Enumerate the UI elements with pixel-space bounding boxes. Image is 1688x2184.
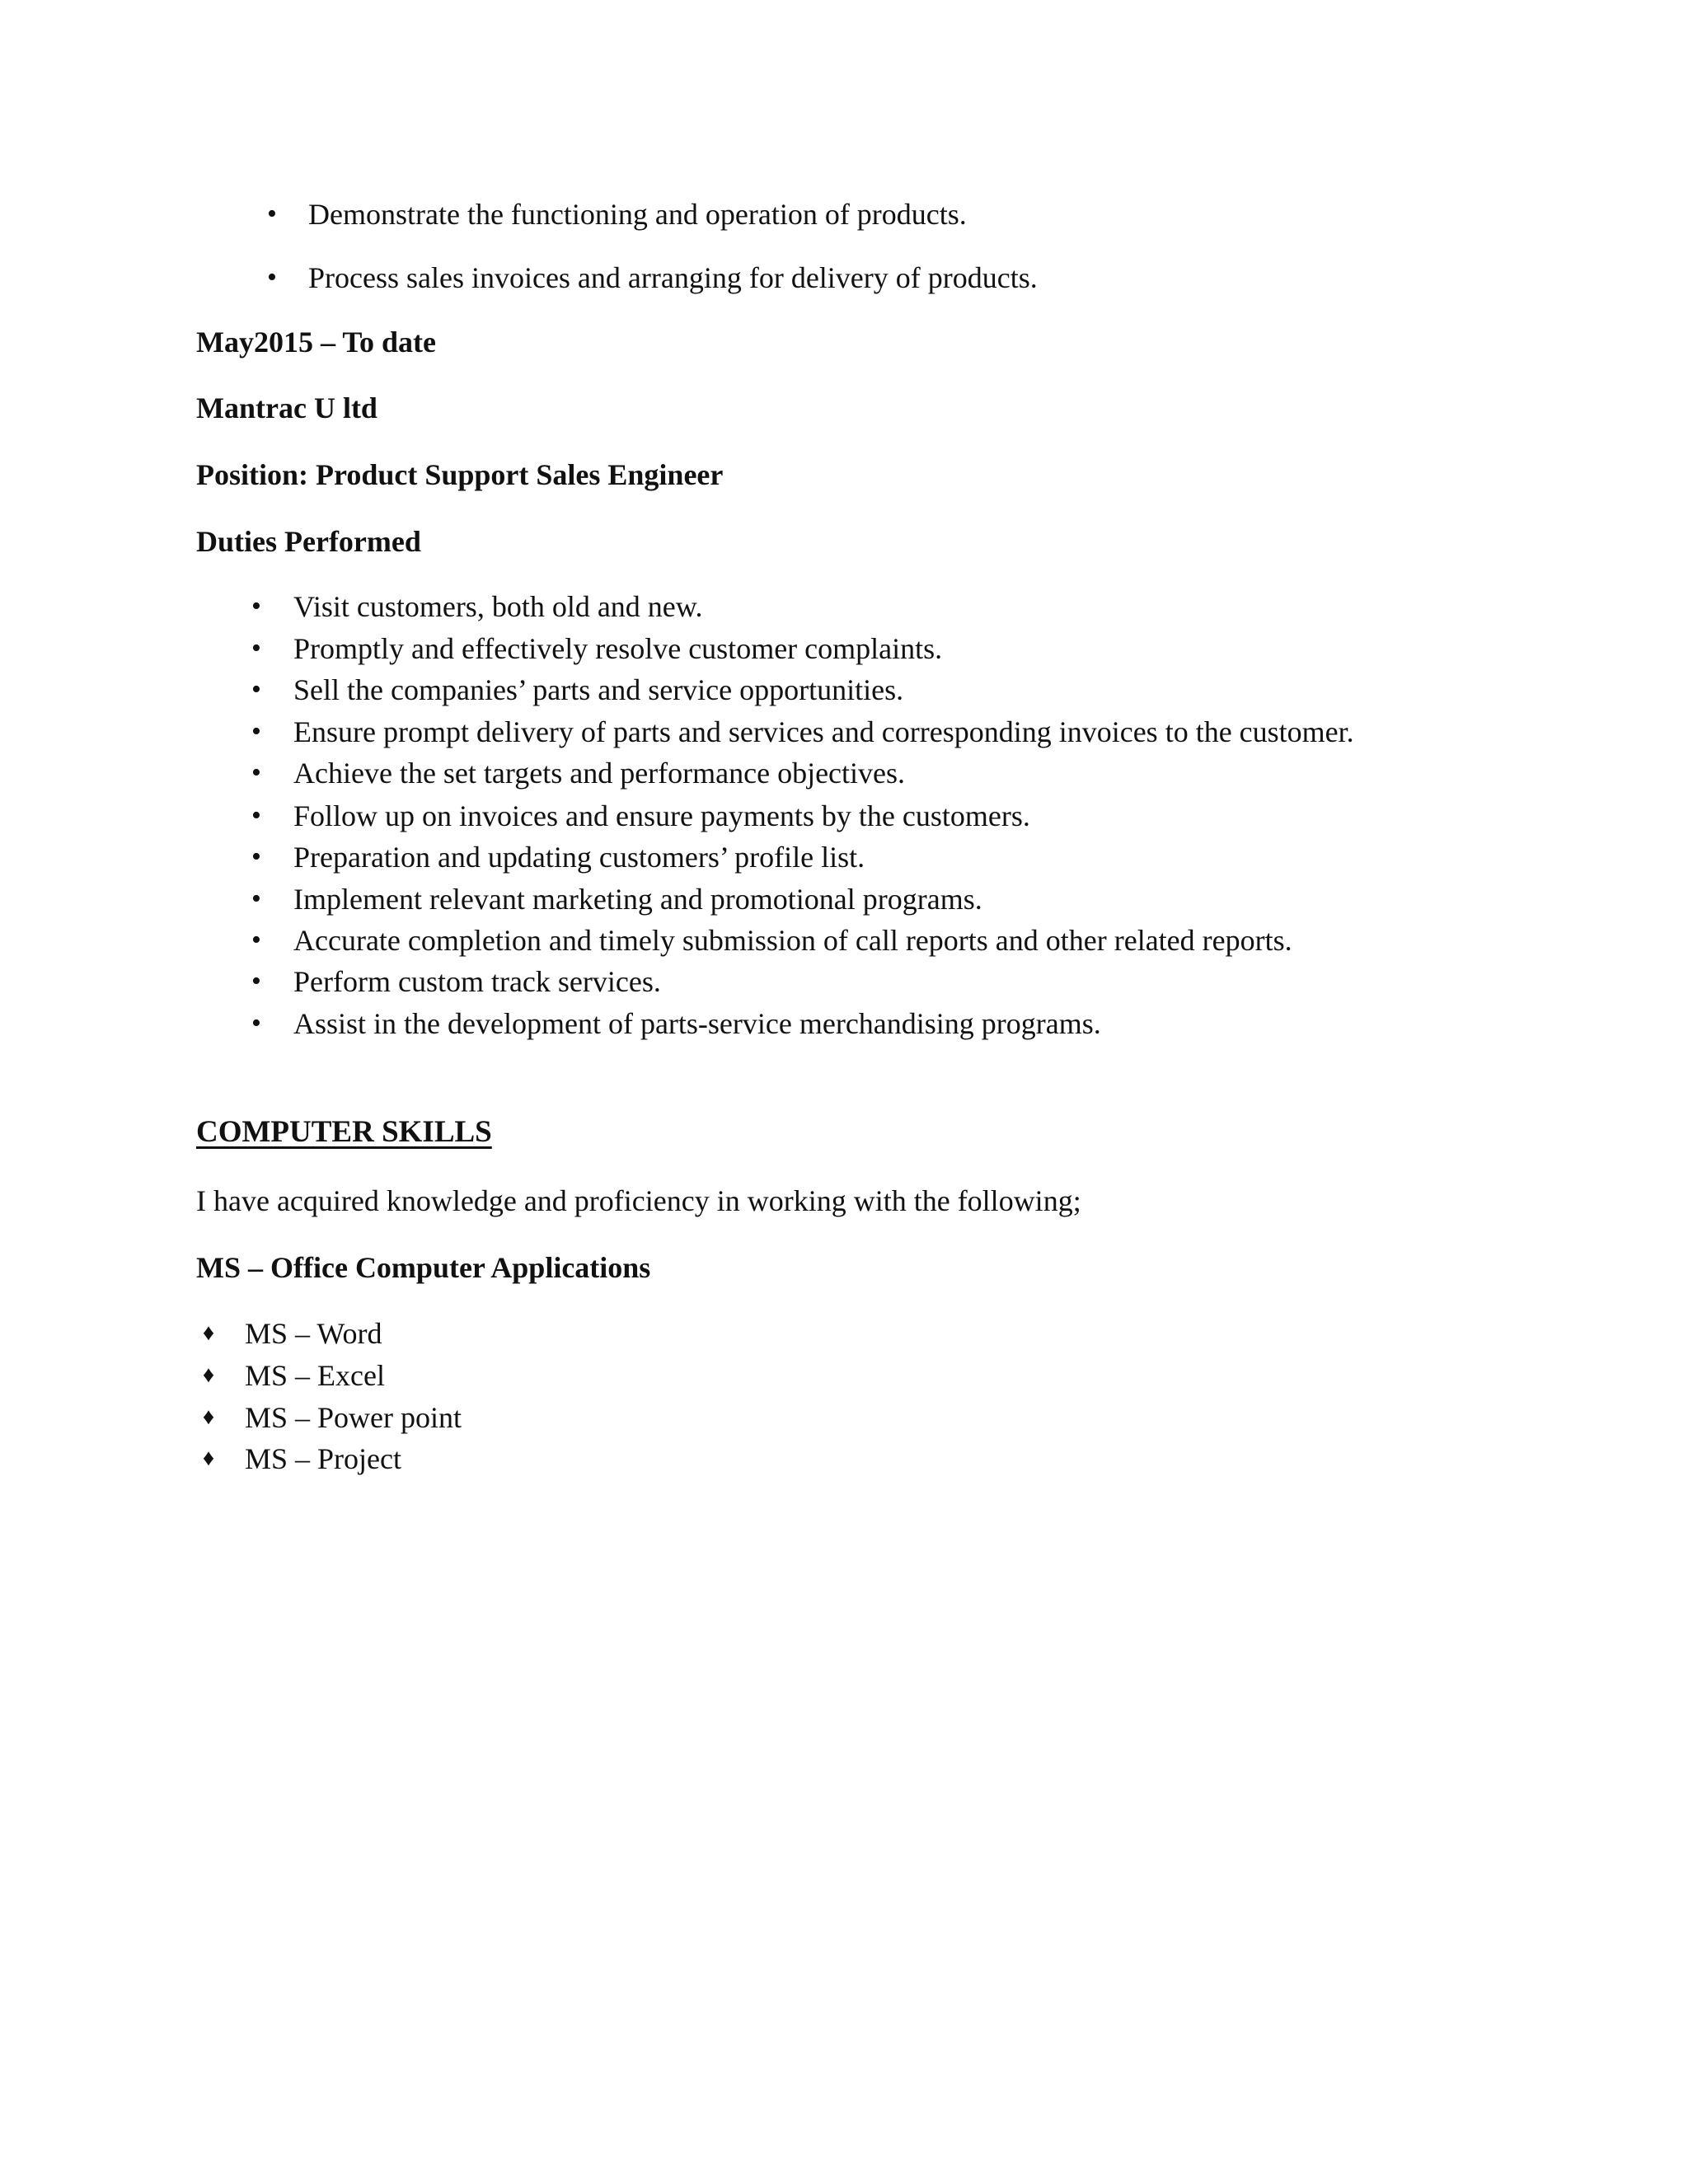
bullet-icon: • [251, 757, 261, 788]
diamond-bullet-icon: ♦ [202, 1320, 215, 1346]
job-period: May2015 – To date [196, 326, 437, 359]
bullet-icon: • [251, 966, 261, 996]
duty-item: Visit customers, both old and new. [293, 590, 703, 623]
bullet-icon: • [267, 199, 277, 229]
diamond-bullet-icon: ♦ [202, 1362, 215, 1388]
duty-item: Implement relevant marketing and promotional programs. [293, 883, 982, 916]
duty-item: Promptly and effectively resolve customer complaints. [293, 632, 943, 665]
diamond-bullet-icon: ♦ [202, 1446, 215, 1471]
bullet-icon: • [251, 841, 261, 872]
job-position: Position: Product Support Sales Engineer [196, 458, 724, 491]
bullet-icon: • [251, 591, 261, 621]
intro-bullet-1: Demonstrate the functioning and operation of products. [308, 198, 967, 231]
computer-skills-subheading: MS – Office Computer Applications [196, 1251, 651, 1284]
duty-item: Achieve the set targets and performance objectives. [293, 757, 906, 790]
bullet-icon: • [251, 716, 261, 747]
duty-item: Ensure prompt delivery of parts and services and corresponding invoices to the customer. [293, 715, 1354, 748]
bullet-icon: • [251, 883, 261, 914]
skill-item: MS – Excel [245, 1359, 385, 1392]
duty-item: Sell the companies’ parts and service opportunities. [293, 673, 904, 706]
intro-bullet-2: Process sales invoices and arranging for delivery of products. [308, 261, 1038, 294]
duty-item: Preparation and updating customers’ profile list. [293, 841, 865, 874]
computer-skills-intro: I have acquired knowledge and proficiency in working with the following; [196, 1184, 1081, 1217]
duties-heading: Duties Performed [196, 525, 421, 558]
skill-item: MS – Project [245, 1442, 402, 1475]
duty-item: Perform custom track services. [293, 965, 661, 998]
bullet-icon: • [251, 800, 261, 831]
skill-item: MS – Word [245, 1317, 382, 1350]
bullet-icon: • [251, 633, 261, 663]
bullet-icon: • [251, 925, 261, 955]
bullet-icon: • [251, 674, 261, 705]
diamond-bullet-icon: ♦ [202, 1404, 215, 1430]
bullet-icon: • [251, 1008, 261, 1038]
duty-item: Accurate completion and timely submission of call reports and other related reports. [293, 924, 1292, 957]
computer-skills-heading: COMPUTER SKILLS [196, 1115, 492, 1149]
duty-item: Follow up on invoices and ensure payments by the customers. [293, 799, 1030, 832]
job-company: Mantrac U ltd [196, 391, 377, 424]
bullet-icon: • [267, 262, 277, 293]
duty-item: Assist in the development of parts-service merchandising programs. [293, 1007, 1101, 1040]
skill-item: MS – Power point [245, 1401, 462, 1434]
